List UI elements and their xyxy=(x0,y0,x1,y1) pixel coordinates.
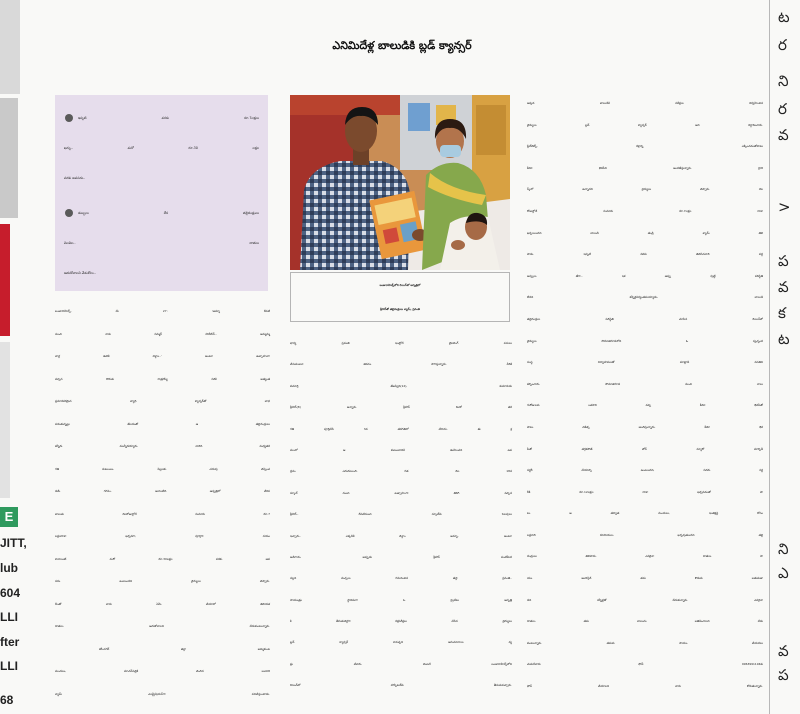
body-column-3 xyxy=(527,93,763,698)
article-line: ప్లేట్‌లెట్స్, రక్తాన్ని ఎక్కించడంతోపాటు xyxy=(527,144,763,149)
margin-fragment-right: వ xyxy=(778,278,789,296)
article-line: సరం ఉంటుందని వైద్యులు చెప్పారు. xyxy=(55,579,270,583)
margin-fragment-right: ఎ xyxy=(778,564,789,582)
article-line: పాడు. ఇప్పటి వరకు తెలిసినవారి వద్ద xyxy=(527,252,763,257)
article-line: దండ్రులు తెలిపారు. ఎవరైనా దాతలు సా xyxy=(527,554,763,559)
margin-fragment-left: JITT, xyxy=(0,536,27,550)
margin-badge: E xyxy=(0,507,18,527)
caption-line: బంజారాహిల్స్‌లోని రెయిన్‌బో ఆస్పత్రిలో xyxy=(379,283,421,287)
margin-fragment-right: క xyxy=(778,304,786,322)
article-line: కల్పించారు. సోమాజిగూడ నుంచి నాలు xyxy=(527,381,763,386)
article-line: పడుతున్నట్లు తేలడంతో ఆ తల్లిదండ్రులు xyxy=(55,421,270,426)
article-line: శ్రీహాన్(8) ఉన్నారు. శ్రీహాన్ రెండో తర xyxy=(290,405,512,410)
article-line: బ్లడ్ క్యాన్సర్ కావచ్చని అనుమానాలు వ్య xyxy=(290,640,512,645)
article-line: ఫోన్ చేయాలని వారు కోరుతున్నారు. xyxy=(527,684,763,689)
caption-line: శ్రీహాన్‌తో తల్లిదండ్రులు శ్యామ్, స్రవంతి xyxy=(380,307,420,311)
article-line: లక్షలదాకా ఖర్చవగా, పూర్తిగా నయం xyxy=(55,534,270,538)
article-line: డమే గగనం. అలాంటిది ఆస్పత్రిలో చేరిన xyxy=(55,489,270,493)
article-line: శ్రీహాన్.. రేపటినుంచి స్కూల్‌కు సెలవులు xyxy=(290,512,512,517)
article-line: రీకి రూ.12లక్షల దాకా ఖర్చవడంతో పా xyxy=(527,489,763,494)
article-line: సర్జరీ చేయాల్సి ఉంటుందని, సదరు సర్జ xyxy=(527,468,763,473)
article-line: స్కూల్ నుంచి ఉత్సాహంగా తిరిగి వచ్చిన xyxy=(290,490,512,495)
left-margin-strip xyxy=(0,0,20,94)
bullet-dot-icon xyxy=(65,114,73,122)
highlight-bullet xyxy=(64,103,259,193)
article-line: రెయిన్‌బో హాస్పిటల్‌కు తీసుకువచ్చారు. xyxy=(290,683,512,688)
article-line: ప్రమాదకరమైన వ్యాధి క్యాన్సర్‌తో బాధ xyxy=(55,399,270,403)
article-line: కీమో థెరపీని అందజేస్తున్నారు. హైరి xyxy=(527,165,763,170)
body-column-2 xyxy=(290,333,512,697)
highlight-line: డబ్బులు లేక తల్లిదండ్రులు xyxy=(78,211,259,215)
left-margin-strip xyxy=(0,342,10,498)
photo-caption xyxy=(290,272,510,322)
article-line: స్క్‌లో ఉన్నాడని వైద్యులు చెప్పారు. నెల xyxy=(527,187,763,192)
highlight-line: వరకు అవసరం.. xyxy=(64,176,86,180)
article-line: క్తం చేశారు. వెంటనే బంజారాహిల్స్‌లోని xyxy=(290,661,512,666)
left-margin-red-strip xyxy=(0,224,10,336)
article-line: చేసుకుంటూ జీవనం సాగిస్తున్నారు. వీరికి xyxy=(290,362,512,367)
article-line: టు ఆ తర్వాత మందులు, ఇంజెక్షన్ల కోసం xyxy=(527,511,763,516)
article-line: భార్య స్రవంతి ఇంట్లోనే టైలరింగ్ పనులు xyxy=(290,341,512,345)
margin-fragment-right: ని xyxy=(778,540,789,558)
article-line: బంజారాహిల్స్, మే 27: ‘అమ్మా రేపటి xyxy=(55,309,270,313)
headline: ఎనిమిదేళ్ల బాలుడికి బ్లడ్ క్యాన్సర్ xyxy=(332,39,472,52)
article-line: పీతో తగ్గకపోతే బోన్ మ్యారో మార్పిడీ xyxy=(527,446,763,451)
left-margin-strip xyxy=(0,98,18,218)
news-photo xyxy=(290,95,510,270)
margin-fragment-right: ప xyxy=(778,252,789,270)
highlight-line: ఇప్పటి వరకు రూ.7లక్షలు xyxy=(78,116,259,120)
article-line: తల్లిదండ్రుల పరిస్థితి చూసిన రెయిన్‌బో xyxy=(527,316,763,321)
margin-fragment-left: LLI xyxy=(0,610,18,624)
margin-fragment-right: ర xyxy=(778,36,787,54)
highlight-line: విలవిల.. దాతలు xyxy=(64,241,259,245)
article-line: కుమార్తె తేజస్విని(12), కుమారుడు xyxy=(290,383,512,388)
article-line: కి తీసుకువెళ్లగా రక్తపరీక్షలు చేసిన వైద్యులు xyxy=(290,619,512,624)
article-line: గతి పూర్తిచేసి 3వ తరగతిలో చేరాడు. ఈ క్ర xyxy=(290,426,512,431)
margin-fragment-right: ట xyxy=(778,330,790,348)
article-line: కన్నీరు మున్నీరయ్యారు. వారిది మధ్యతర xyxy=(55,444,270,448)
margin-fragment-right: వ xyxy=(778,126,789,144)
article-line: ద్రవం ఎదురయింది. గత నెల 18న xyxy=(290,469,512,474)
article-line: సంస్థ నిర్వాహకులతో మాట్లాడి వసతిని xyxy=(527,360,763,365)
article-line: కుంటున్నారు. తమకు సాయం చేయదలు xyxy=(527,640,763,645)
highlight-bullet xyxy=(64,198,259,288)
article-line: వాళ్ల ఊరికి వెళ్దాం..’ అంటూ ఉత్సాహంగా xyxy=(55,354,270,358)
article-line: పాటు చికిత్స అందిస్తున్నారు. కీమో థెర xyxy=(527,424,763,429)
article-line: ఖర్చయిందని బాలుడి తండ్రి శ్యామ్ తెలి xyxy=(527,230,763,235)
article-line: వైద్యులు బ్లడ్ క్యాన్సర్ అని నిర్ధారించారు. xyxy=(527,122,763,127)
highlight-line: ఖర్చు.. మరో రూ.30 లక్షల xyxy=(64,146,259,150)
margin-fragment-left: LLI xyxy=(0,659,18,673)
article-line: ఇచ్చారు.. ఎక్కడికి వెళ్దాం అమ్మా.. అంటూ xyxy=(290,533,512,538)
article-line: శ్యామ్ ఎలక్ట్రీషియన్‌గా పనిచేస్తుంటాడు. xyxy=(55,691,270,696)
article-line: డని కన్నీళ్లతో వేడుకున్నారు. ఎవరైనా xyxy=(527,597,763,602)
highlight-line: ఆదుకోవాలని వేడుకోలు.. xyxy=(64,271,96,275)
article-line: రోజుల్లోనే సుమారు రూ.7లక్షల దాకా xyxy=(527,208,763,213)
article-line: కరీంనగర్ జిల్లా జమ్మికుంట xyxy=(99,646,270,651)
right-column-rule xyxy=(769,0,770,714)
highlight-box xyxy=(55,95,268,291)
article-line: లక్షలాది రూపాయలు ఖర్చవుతుందని తల్లి xyxy=(527,532,763,537)
margin-fragment-left: lub xyxy=(0,561,18,575)
margin-fragment-right: ర xyxy=(778,100,787,118)
article-line: మంలో ఆ కుటుంబానికి ఊహించని ఉప xyxy=(290,447,512,452)
margin-fragment-right: వ xyxy=(778,642,789,660)
article-line: దాతలు ఆదుకోవాలని వేడుకుంటున్నారు. xyxy=(55,624,270,628)
margin-fragment-left: 604 xyxy=(0,586,21,600)
article-line: వచ్చిన కొడుకు రాత్రయ్యే సరికి అత్యంత xyxy=(55,376,270,381)
article-line: సాయంత్రం స్థానికంగా ఓ ప్రైవేటు ఆస్పత్రి xyxy=(290,597,512,602)
margin-fragment-right: ని xyxy=(778,72,789,90)
article-line: దాతలు తమ బాబును బతికించాలని వేడు xyxy=(527,619,763,624)
article-line: అడిగాడు. అప్పుడు శ్రీహాన్ పంటిమీద xyxy=(290,554,512,559)
article-line: మండలం, మాచన్‌పల్లికి చెందిన బండారి xyxy=(55,669,270,673)
article-line: దీంతో వారు ఏమీ చేయాలో తెలియక xyxy=(55,601,270,606)
article-line: గతి కుటుంబం. పిల్లలకు చదువు చెప్పించ xyxy=(55,466,270,471)
margin-fragment-left: fter xyxy=(0,635,20,649)
article-line: అక్కడ బాలుడికి పరీక్షలు నిర్వహించిన xyxy=(527,101,763,105)
article-line: వైద్యులు సోమాజిగూడలోని ఓ స్వచ్ఛంద xyxy=(527,338,763,343)
article-line: చుకునేవారు ఫోన్: 9963991194కు xyxy=(527,662,763,667)
article-line: నుంచి నాకు సమ్మర్ హాలీడేస్.. అమ్మమ్మ xyxy=(55,331,270,336)
bullet-dot-icon xyxy=(65,209,73,217)
article-line: యం అందిస్తేనే తమ కొడుకు బతుకుతా xyxy=(527,576,763,581)
article-line: కావాలంటే మరో రూ.30లక్షల వరకు అవ xyxy=(55,556,270,561)
margin-fragment-right: ట xyxy=(778,8,790,26)
article-line: నల్లని మచ్చలు గమనించిన తల్లి స్రవంతి.. xyxy=(290,576,512,581)
margin-fragment-left: 68 xyxy=(0,693,14,707)
article-line: లేదని కన్నీళ్లపర్యంతమయ్యాడు. బాలుడి xyxy=(527,295,763,300)
article-line: బాబుకు నెలరోజుల్లోనే సుమారు రూ.7 xyxy=(55,511,270,516)
article-line: అప్పులు తేగా.. ఇక అప్పు పుట్టే పరిస్థితి xyxy=(527,273,763,278)
body-column-1 xyxy=(55,300,270,705)
margin-fragment-right: > xyxy=(778,198,791,216)
article-line: గురోజులకు ఒకసారి వచ్చి కీమో థెరపీతో xyxy=(527,403,763,408)
margin-fragment-right: ప xyxy=(778,666,789,684)
